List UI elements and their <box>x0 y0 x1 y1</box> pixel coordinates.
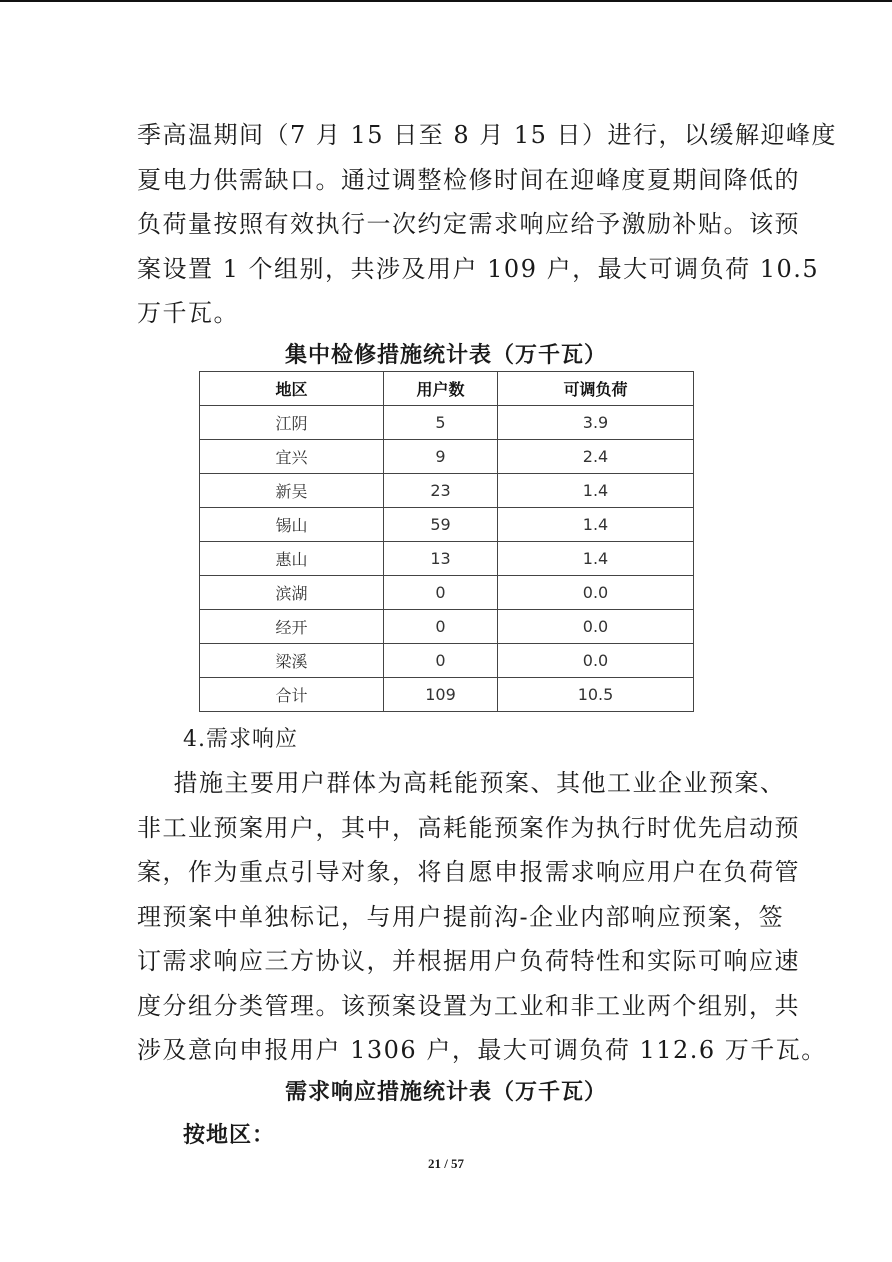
column-header-adjustable-load: 可调负荷 <box>498 372 694 406</box>
maintenance-statistics-table <box>199 371 694 712</box>
text-line: 夏电力供需缺口。通过调整检修时间在迎峰度夏期间降低的 <box>137 165 800 194</box>
text-line: 案，作为重点引导对象，将自愿申报需求响应用户在负荷管 <box>137 858 800 886</box>
cell-user-count: 0 <box>384 576 498 610</box>
cell-region: 经开 <box>200 610 384 644</box>
subheading-by-region: 按地区： <box>183 1122 276 1148</box>
cell-region: 新吴 <box>200 474 384 508</box>
cell-region: 梁溪 <box>200 644 384 678</box>
cell-user-count: 109 <box>384 678 498 712</box>
cell-user-count: 59 <box>384 508 498 542</box>
cell-region: 宜兴 <box>200 440 384 474</box>
text-line: 案设置 1 个组别，共涉及用户 109 户，最大可调负荷 10.5 <box>137 254 820 283</box>
cell-user-count: 13 <box>384 542 498 576</box>
cell-adjustable-load: 1.4 <box>498 508 694 542</box>
paragraph-maintenance <box>137 113 838 336</box>
section-heading: 4.需求响应 <box>183 727 298 752</box>
cell-adjustable-load: 1.4 <box>498 474 694 508</box>
table-row <box>200 644 694 678</box>
text-line: 理预案中单独标记，与用户提前沟-企业内部响应预案，签 <box>137 902 785 931</box>
cell-region: 江阴 <box>200 406 384 440</box>
text-line: 度分组分类管理。该预案设置为工业和非工业两个组别，共 <box>137 991 800 1020</box>
text-line: 涉及意向申报用户 1306 户，最大可调负荷 112.6 万千瓦。 <box>137 1036 827 1064</box>
cell-region: 合计 <box>200 678 384 712</box>
text-line: 季高温期间（7 月 15 日至 8 月 15 日）进行，以缓解迎峰度 <box>137 121 838 149</box>
cell-adjustable-load: 1.4 <box>498 542 694 576</box>
cell-adjustable-load: 10.5 <box>498 678 694 712</box>
column-header-user-count: 用户数 <box>384 372 498 406</box>
cell-adjustable-load: 0.0 <box>498 576 694 610</box>
page-number: 21 / 57 <box>427 1156 465 1171</box>
table-header-row <box>200 372 694 406</box>
table-title: 需求响应措施统计表（万千瓦） <box>284 1079 607 1105</box>
table-row <box>200 474 694 508</box>
table-row <box>200 610 694 644</box>
cell-region: 惠山 <box>200 542 384 576</box>
column-header-region: 地区 <box>200 372 384 406</box>
text-line: 措施主要用户群体为高耗能预案、其他工业企业预案、 <box>137 769 786 797</box>
cell-region: 滨湖 <box>200 576 384 610</box>
cell-adjustable-load: 2.4 <box>498 440 694 474</box>
text-line: 负荷量按照有效执行一次约定需求响应给予激励补贴。该预 <box>137 210 800 238</box>
table-row <box>200 542 694 576</box>
cell-adjustable-load: 3.9 <box>498 406 694 440</box>
table-row <box>200 576 694 610</box>
paragraph-demand-response <box>137 761 827 1073</box>
top-border-line <box>0 0 892 2</box>
cell-adjustable-load: 0.0 <box>498 610 694 644</box>
text-line: 订需求响应三方协议，并根据用户负荷特性和实际可响应速 <box>137 947 800 975</box>
cell-user-count: 9 <box>384 440 498 474</box>
table-total-row <box>200 678 694 712</box>
cell-user-count: 0 <box>384 644 498 678</box>
table-title: 集中检修措施统计表（万千瓦） <box>284 342 607 368</box>
text-line: 万千瓦。 <box>137 299 239 327</box>
cell-user-count: 23 <box>384 474 498 508</box>
table-row <box>200 406 694 440</box>
cell-user-count: 5 <box>384 406 498 440</box>
cell-adjustable-load: 0.0 <box>498 644 694 678</box>
text-line: 非工业预案用户，其中，高耗能预案作为执行时优先启动预 <box>137 813 800 842</box>
cell-region: 锡山 <box>200 508 384 542</box>
table-row <box>200 508 694 542</box>
cell-user-count: 0 <box>384 610 498 644</box>
table-row <box>200 440 694 474</box>
